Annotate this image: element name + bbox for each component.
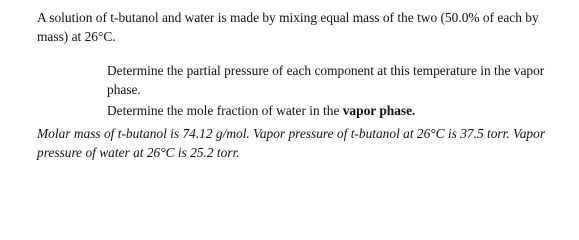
task-mole-fraction-text: Determine the mole fraction of water in the (107, 103, 343, 118)
vapor-phase-emphasis: vapor phase. (342, 103, 416, 118)
task-partial-pressure: Determine the partial pressure of each component at this temperature in the vapor phase. (107, 63, 545, 97)
task-mole-fraction (107, 101, 547, 120)
problem-statement: A solution of t-butanol and water is made by mixing equal mass of the two (50.0% of each by mass) at 26°C. (37, 10, 539, 44)
given-data-note: Molar mass of t-butanol is 74.12 g/mol. Vapor pressure of t-butanol at 26°C is 37.5 torr. Vapor pressure of water at 26°C is 25.2 torr. (37, 126, 546, 160)
